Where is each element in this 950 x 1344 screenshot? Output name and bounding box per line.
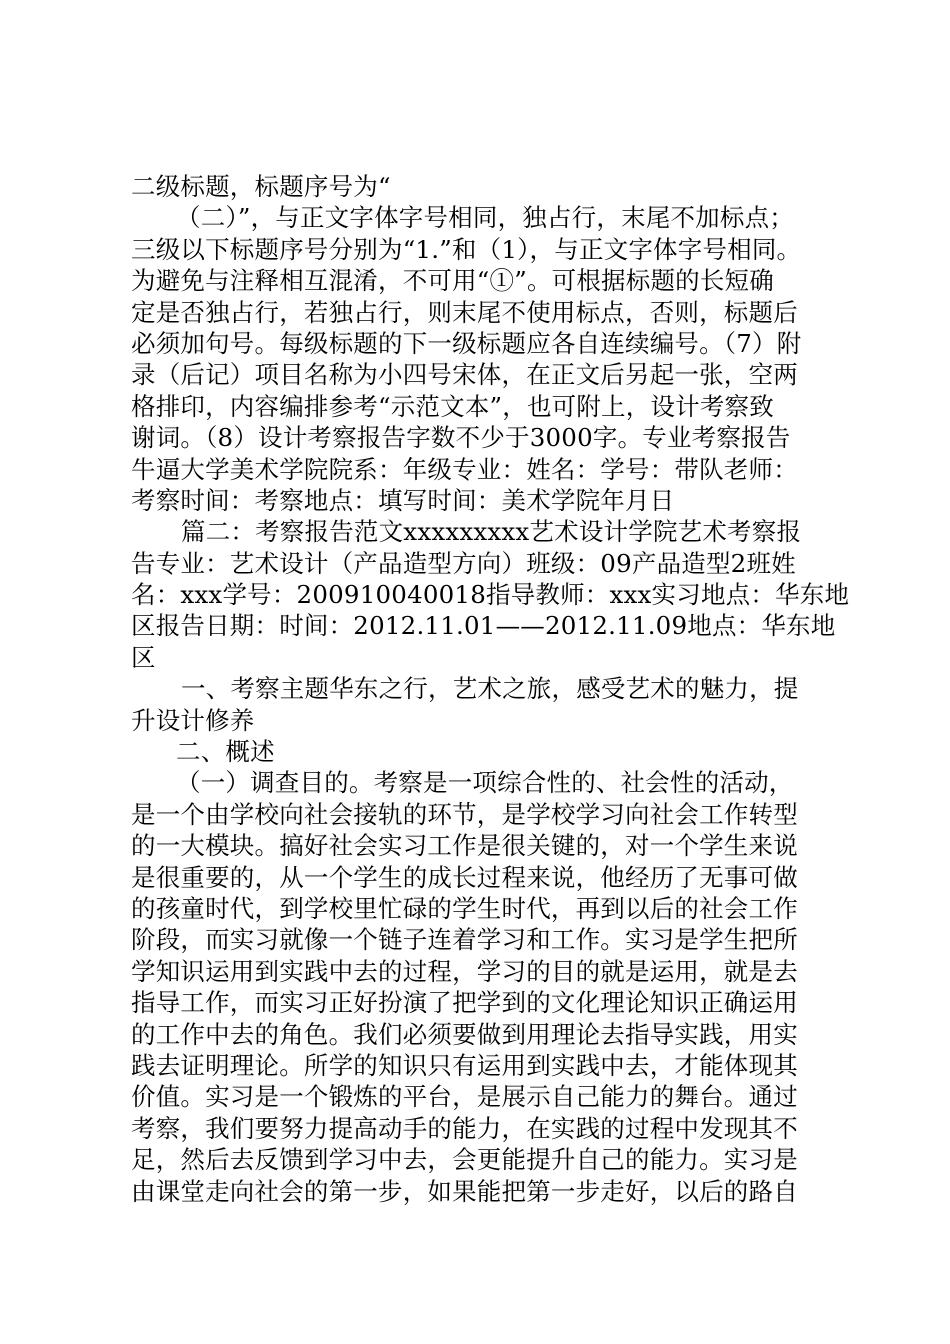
text-line: 的孩童时代，到学校里忙碌的学生时代，再到以后的社会工作 [131, 893, 798, 923]
text-line: 区报告日期：时间：2012.11.01——2012.11.09地点：华东地 [131, 611, 836, 641]
text-line: 足，然后去反馈到学习中去，会更能提升自己的能力。实习是 [131, 1145, 798, 1175]
text-line: 是一个由学校向社会接轨的环节，是学校学习向社会工作转型 [131, 799, 798, 829]
text-line: 为避免与注释相互混淆，不可用“①”。可根据标题的长短确 [131, 266, 774, 296]
text-line: 录（后记）项目名称为小四号宋体，在正文后另起一张，空两 [131, 360, 798, 390]
text-line: 学知识运用到实践中去的过程，学习的目的就是运用，就是去 [131, 956, 798, 986]
text-line: 践去证明理论。所学的知识只有运用到实践中去，才能体现其 [131, 1050, 798, 1080]
text-line: 篇二：考察报告范文xxxxxxxxx艺术设计学院艺术考察报 [181, 517, 802, 547]
text-line: 定是否独占行，若独占行，则末尾不使用标点，否则，标题后 [131, 297, 798, 327]
text-line: 名：xxx学号：200910040018指导教师：xxx实习地点：华东地 [131, 580, 850, 610]
text-line: 牛逼大学美术学院院系：年级专业：姓名：学号：带队老师： [131, 454, 798, 484]
text-line: 谢词。（8）设计考察报告字数不少于3000字。专业考察报告 [131, 423, 791, 453]
text-line: 由课堂走向社会的第一步，如果能把第一步走好，以后的路自 [131, 1176, 798, 1206]
text-line: 告专业：艺术设计（产品造型方向）班级：09产品造型2班姓 [131, 548, 796, 578]
text-line: 是很重要的，从一个学生的成长过程来说，他经历了无事可做 [131, 862, 798, 892]
text-line: 一、考察主题华东之行，艺术之旅，感受艺术的魅力，提 [181, 674, 799, 704]
document-body [131, 171, 850, 1207]
text-line: 的一大模块。搞好社会实习工作是很关键的，对一个学生来说 [131, 831, 798, 861]
text-line: 考察，我们要努力提高动手的能力，在实践的过程中发现其不 [131, 1113, 798, 1143]
text-line: 格排印，内容编排参考“示范文本”，也可附上，设计考察致 [131, 391, 774, 421]
text-line: 二、概述 [176, 737, 275, 767]
text-line: 三级以下标题序号分别为“1.”和（1），与正文字体字号相同。 [131, 234, 802, 264]
text-line: 区 [131, 642, 156, 672]
text-line: （二）”，与正文字体字号相同，独占行，末尾不加标点； [176, 203, 794, 233]
text-line: 价值。实习是一个锻炼的平台，是展示自己能力的舞台。通过 [131, 1082, 798, 1112]
text-line: 考察时间：考察地点：填写时间：美术学院年月日 [131, 485, 675, 515]
text-line: 阶段，而实习就像一个链子连着学习和工作。实习是学生把所 [131, 925, 798, 955]
text-line: 的工作中去的角色。我们必须要做到用理论去指导实践，用实 [131, 1019, 798, 1049]
text-line: （一）调查目的。考察是一项综合性的、社会性的活动， [176, 768, 794, 798]
text-line: 二级标题，标题序号为“ [131, 172, 391, 201]
text-line: 升设计修养 [131, 705, 255, 735]
text-line: 必须加句号。每级标题的下一级标题应各自连续编号。（7）附 [131, 328, 802, 358]
text-line: 指导工作，而实习正好扮演了把学到的文化理论知识正确运用 [131, 988, 798, 1018]
